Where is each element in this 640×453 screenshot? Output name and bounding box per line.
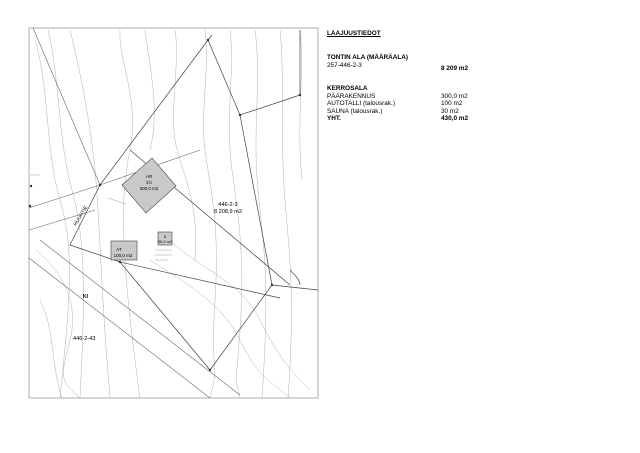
floor-area-section — [327, 85, 487, 129]
plot-area-heading: TONTIN ALA (MÄÄRÄALA) — [327, 54, 409, 62]
building-ar-label: AR — [145, 174, 153, 179]
building-s — [158, 232, 173, 245]
dimension-marks — [29, 39, 301, 371]
road — [29, 28, 240, 398]
parcel-label: 446-2-3 — [218, 202, 238, 208]
floor-area-row: 100 m2 — [441, 100, 463, 108]
plot-area-section — [327, 54, 487, 72]
road-label: HUUHTIE — [72, 205, 90, 228]
floor-area-row: PÄÄRAKENNUS — [327, 92, 376, 100]
total-row — [327, 115, 487, 129]
parcel-area: 8 208,9 m2 — [214, 209, 242, 215]
building-ar-sub: 1½ — [145, 180, 153, 185]
plot-id: 257-446-2-3 — [327, 61, 362, 69]
total-value: 430,0 m2 — [441, 115, 469, 123]
plot-area-row — [327, 61, 487, 72]
building-ar — [122, 158, 176, 213]
marker-label: KI — [83, 294, 88, 300]
floor-area-row: AUTOTALLI (talousrak.) 300,0 m2 — [327, 93, 468, 107]
neighbor-parcel-label: 446-2-43 — [73, 336, 96, 342]
map-frame — [29, 28, 318, 398]
floor-area-heading: KERROSALA — [327, 85, 368, 93]
building-s-label: S — [163, 234, 167, 239]
floor-area-row: SAUNA (talousrak.) 30 m2 — [327, 107, 459, 115]
parcel-boundary — [70, 30, 318, 370]
building-at — [111, 241, 137, 260]
info-panel — [327, 30, 487, 146]
building-ar-area: 300,0 m2 — [139, 186, 159, 191]
panel-title: LAAJUUSTIEDOT — [327, 30, 381, 37]
total-label: YHT. — [327, 115, 341, 123]
building-at-label: AT — [116, 247, 122, 252]
plot-area-value: 8 209 m2 — [441, 64, 469, 72]
building-at-area: 100,0 m2 — [113, 253, 133, 258]
building-s-area: 30,0 m2 — [157, 239, 173, 244]
